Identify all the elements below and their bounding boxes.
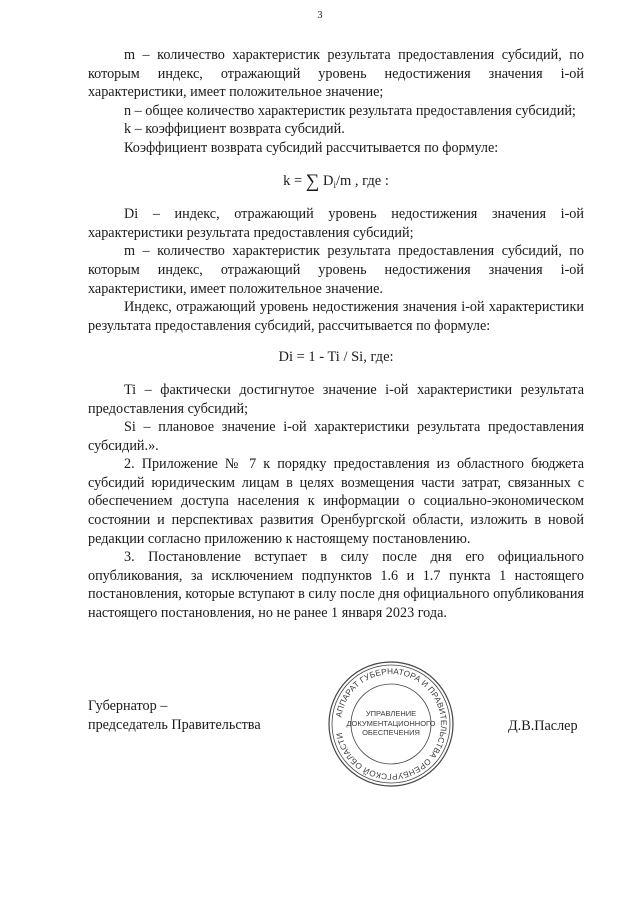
signatory-position-line1: Губернатор – bbox=[88, 698, 168, 714]
paragraph-item-3: 3. Постановление вступает в силу после дня его официального опубликования, за исключением подпунктов 1.6 и 1.7 пункта 1 настоящего постановления, которые вступают в силу после дня официального опубликования настоящего постановления, но не ранее 1 января 2023 года. bbox=[88, 549, 584, 622]
paragraph-si-definition: Si – плановое значение i-ой характеристики результата предоставления субсидий.». bbox=[88, 419, 584, 454]
page-number: 3 bbox=[317, 10, 323, 21]
paragraph-ti-definition: Ti – фактически достигнутое значение i-ой характеристики результата предоставления субсидий; bbox=[88, 381, 584, 417]
paragraph-di-formula-intro: Индекс, отражающий уровень недостижения значения i-ой характеристики результата предоставления субсидий, рассчитывается по формуле: bbox=[88, 299, 584, 334]
formula-k-lhs: k = bbox=[283, 172, 306, 189]
stamp-inner-line2: ДОКУМЕНТАЦИОННОГО bbox=[346, 718, 436, 728]
signatory-position-line2: председатель Правительства bbox=[88, 716, 261, 733]
paragraph-k-definition: k – коэффициент возврата субсидий. bbox=[124, 121, 345, 138]
formula-k-term: D bbox=[322, 172, 334, 189]
paragraph-n-definition: n – общее количество характеристик результата предоставления субсидий; bbox=[124, 102, 576, 119]
paragraph-item-2: 2. Приложение № 7 к порядку предоставления из областного бюджета субсидий юридическим лицам в целях возмещения части затрат, связанных с обеспечением доступа населения к информации о социально-экономическом состоянии и перспективах развития Оренбургской области, изложить в новой редакции согласно приложению к настоящему постановлению. bbox=[88, 456, 584, 547]
formula-k-rest: /m , где : bbox=[335, 172, 389, 189]
stamp-inner-line3: ОБЕСПЕЧЕНИЯ bbox=[362, 728, 420, 737]
stamp-inner-line1: УПРАВЛЕНИЕ bbox=[365, 709, 417, 718]
formula-k-subscript: i bbox=[333, 179, 336, 190]
body-text bbox=[88, 46, 584, 623]
signatory-position bbox=[88, 697, 261, 734]
stamp-ring-text: АППАРАТ ГУБЕРНАТОРА И ПРАВИТЕЛЬСТВА ОРЕНБУРГСКОЙ ОБЛАСТИ bbox=[334, 666, 449, 782]
sum-symbol: ∑ bbox=[305, 170, 320, 192]
official-stamp bbox=[326, 659, 456, 789]
formula-k bbox=[88, 171, 584, 192]
signatory-name: Д.В.Паслер bbox=[508, 718, 578, 734]
paragraph-k-formula-intro: Коэффициент возврата субсидий рассчитывается по формуле: bbox=[124, 139, 499, 156]
stamp-inner-text bbox=[326, 709, 456, 738]
paragraph-m-definition-2: m – количество характеристик результата предоставления субсидий, по которым индекс, отражающий уровень недостижения значения i-ой характеристики, имеет положительное значение. bbox=[88, 243, 584, 297]
formula-d: Di = 1 - Ti / Si, где: bbox=[278, 349, 394, 366]
paragraph-di-definition: Di – индекс, отражающий уровень недостижения значения i-ой характеристики результата предоставления субсидий; bbox=[88, 206, 584, 241]
paragraph-m-definition: m – количество характеристик результата предоставления субсидий, по которым индекс, отражающий уровень недостижения значения i-ой характеристики, имеет положительное значение; bbox=[88, 47, 584, 101]
